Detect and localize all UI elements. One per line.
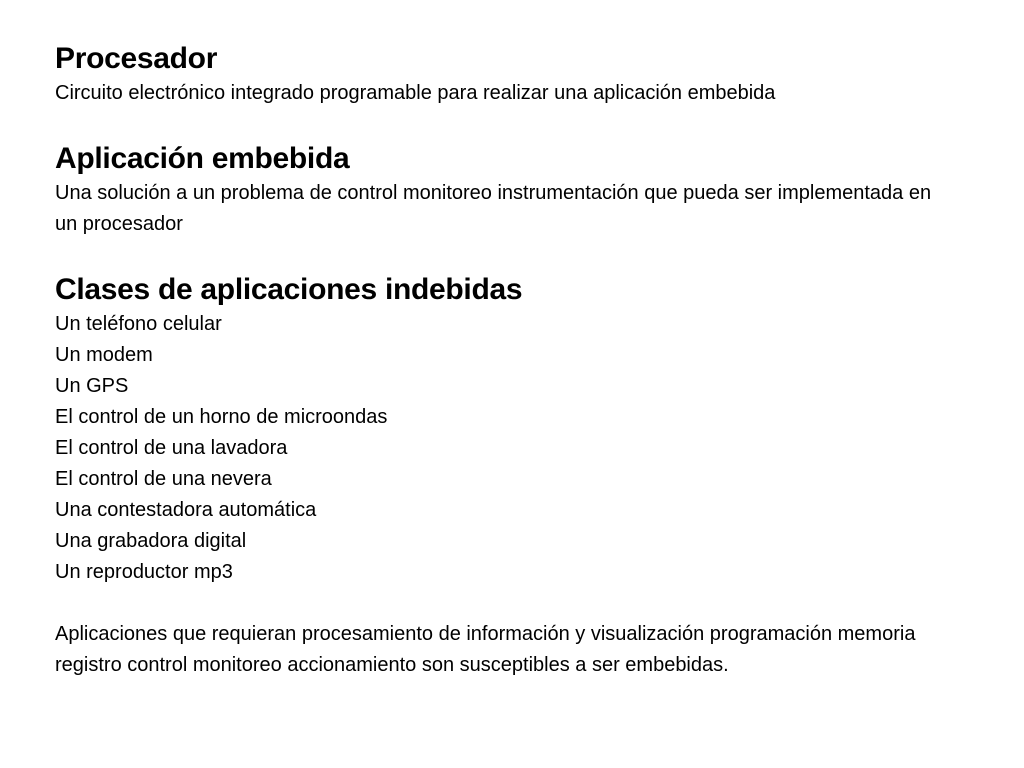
list-item: El control de una lavadora (55, 437, 288, 459)
spacer (55, 109, 955, 140)
list-item: Un modem (55, 344, 153, 366)
list-item: Un teléfono celular (55, 313, 222, 335)
section-procesador (55, 40, 955, 109)
list-item: Una contestadora automática (55, 499, 317, 521)
list-item: Un reproductor mp3 (55, 561, 233, 583)
spacer (55, 240, 955, 271)
section-aplicacion-embebida (55, 140, 955, 240)
text-procesador-definition: Circuito electrónico integrado programable para realizar una aplicación embebida (55, 82, 776, 104)
heading-clases-aplicaciones: Clases de aplicaciones indebidas (55, 273, 523, 306)
section-clases-aplicaciones (55, 271, 955, 588)
list-item: Un GPS (55, 375, 129, 397)
examples-list (55, 309, 955, 588)
list-item: Una grabadora digital (55, 530, 247, 552)
text-aplicacion-definition: Una solución a un problema de control monitoreo instrumentación que pueda ser implementada en un procesador (55, 182, 932, 235)
section-conclusion (55, 619, 955, 681)
list-item: El control de un horno de microondas (55, 406, 388, 428)
text-conclusion: Aplicaciones que requieran procesamiento de información y visualización programación memoria registro control monitoreo accionamiento son susceptibles a ser embebidas. (55, 623, 916, 676)
slide-content (55, 40, 955, 681)
list-item: El control de una nevera (55, 468, 272, 490)
spacer (55, 588, 955, 619)
heading-procesador: Procesador (55, 42, 218, 75)
heading-aplicacion-embebida: Aplicación embebida (55, 142, 350, 175)
